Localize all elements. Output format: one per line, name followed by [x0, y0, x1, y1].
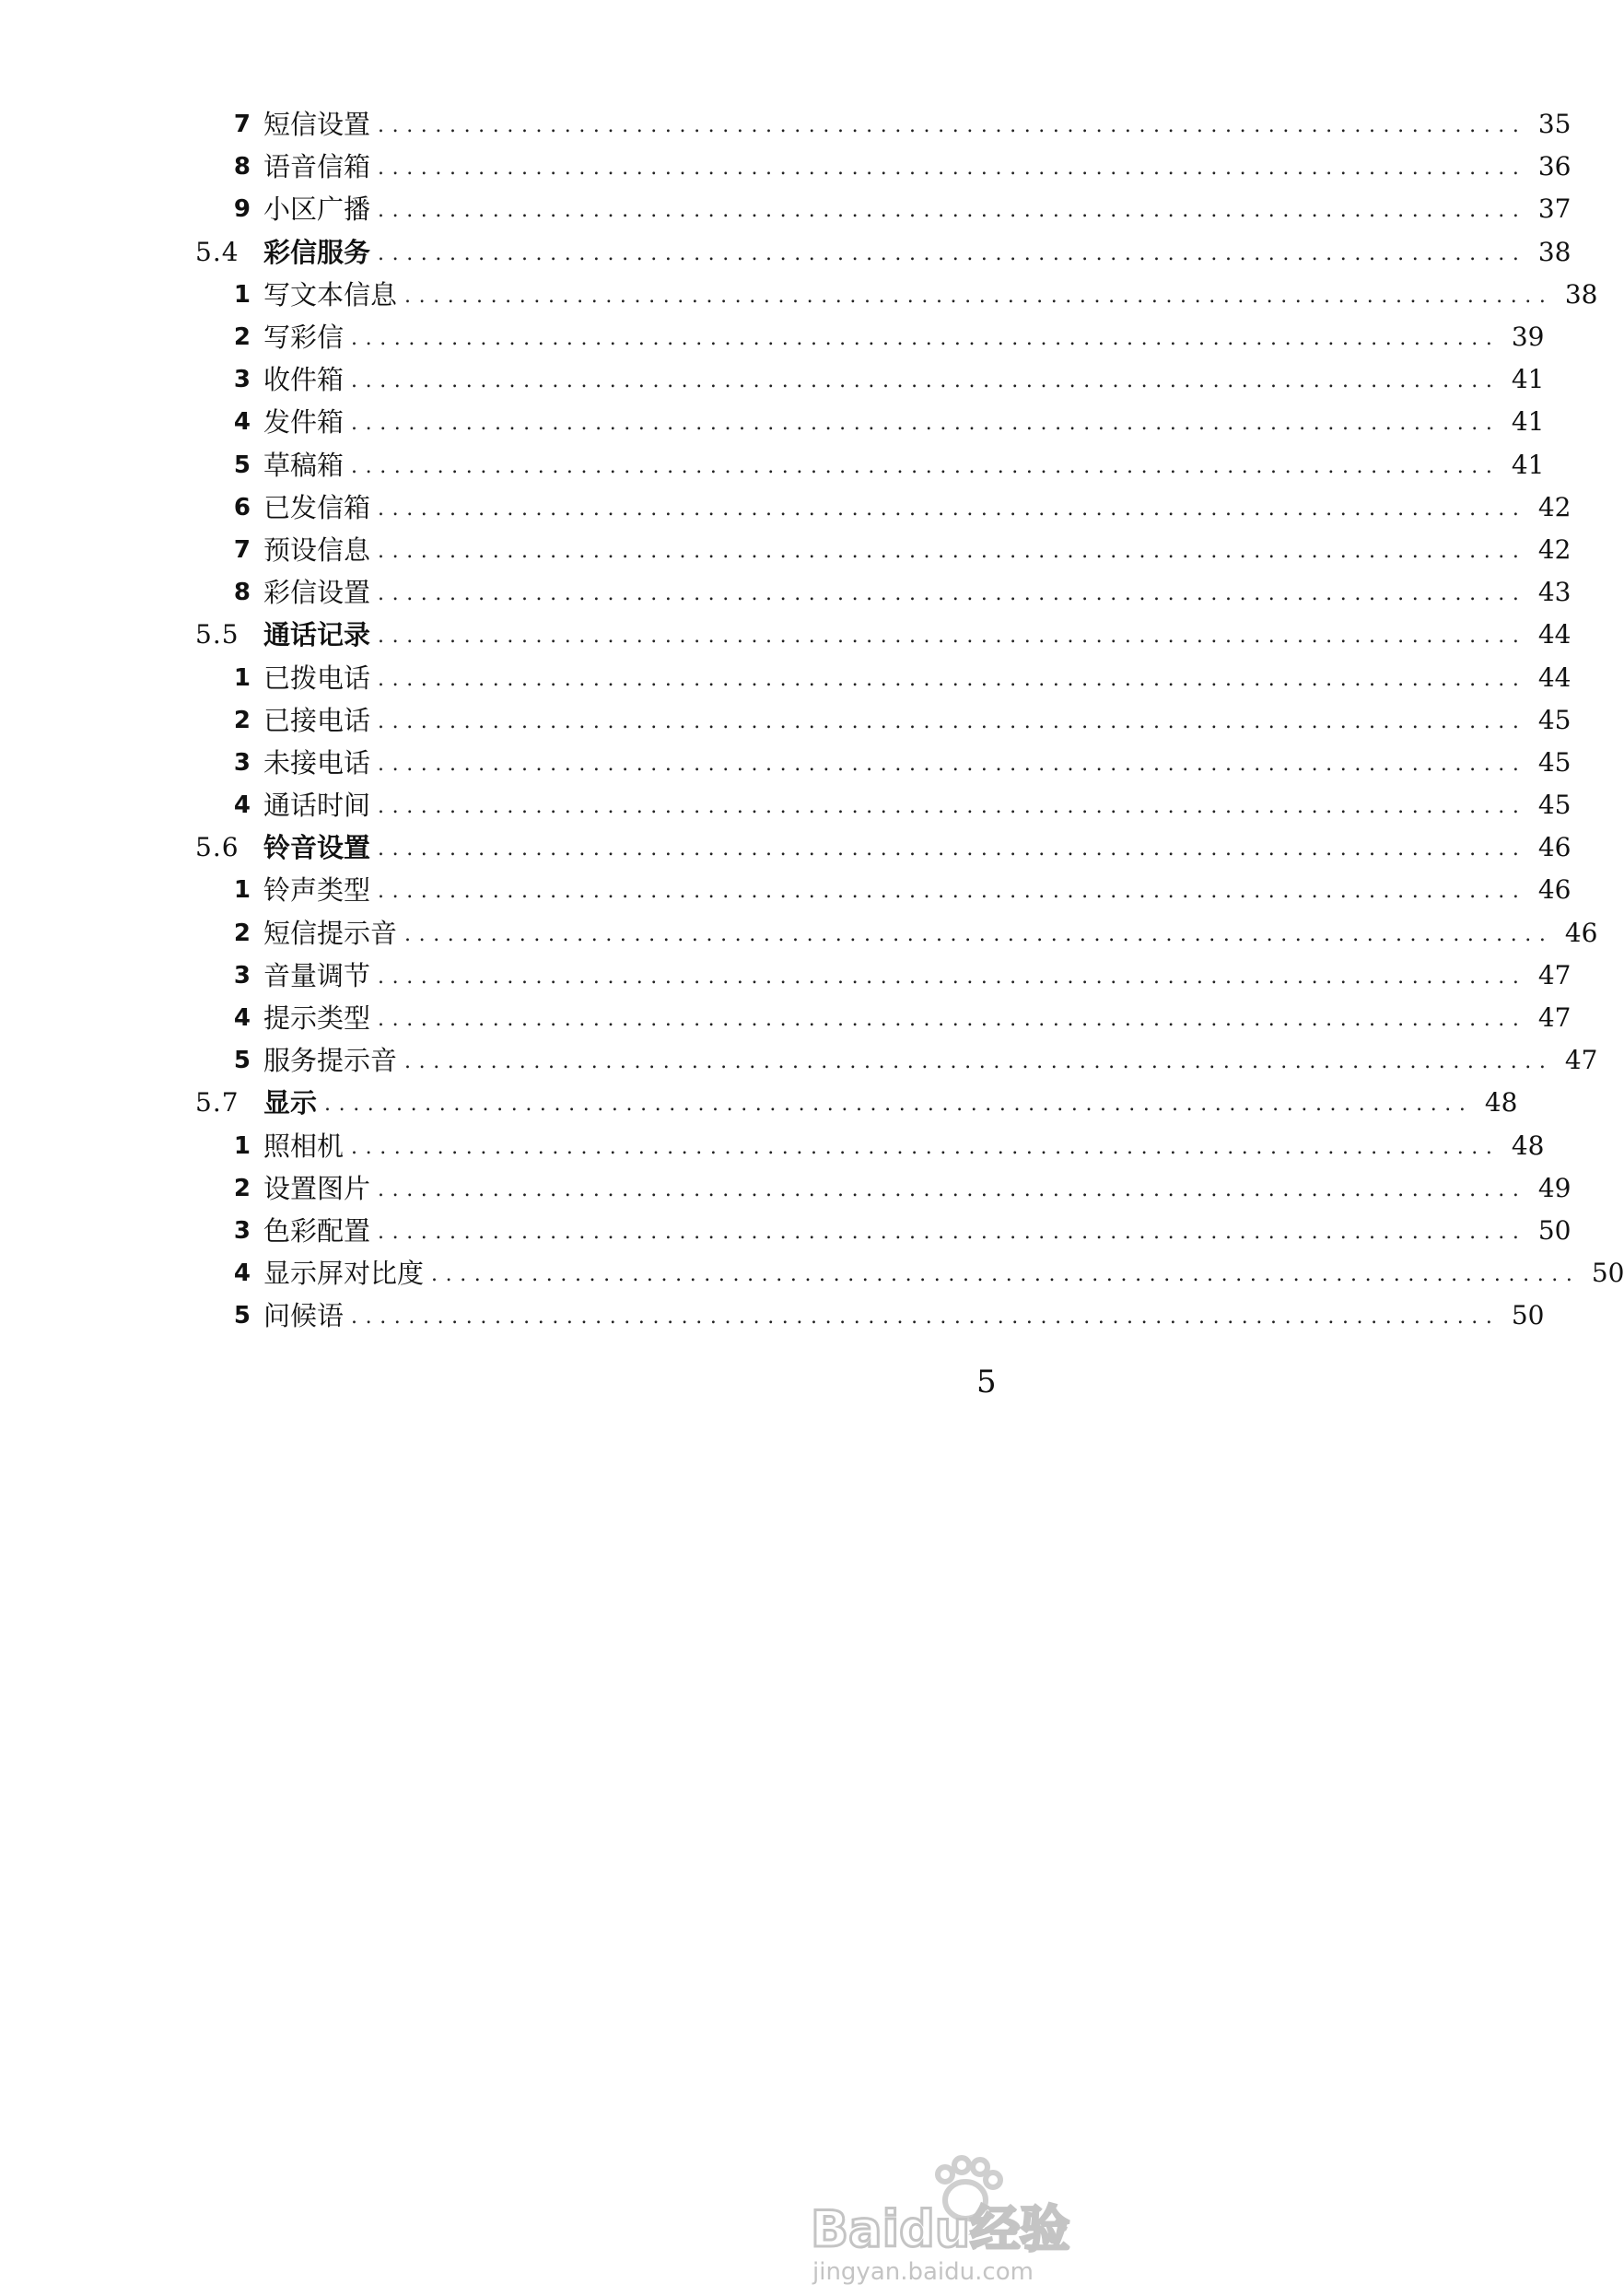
toc-entry-title: 音量调节 [263, 959, 371, 991]
toc-entry-row [214, 188, 1571, 230]
toc-entry-row [214, 869, 1571, 911]
toc-entry-number: 5.5 [195, 619, 240, 650]
toc-dot-leader: ................................................................................ [351, 454, 1501, 478]
toc-entry-title: 写文本信息 [263, 278, 398, 310]
toc-entry-row [214, 146, 1571, 188]
toc-entry-number: 6 [233, 493, 251, 521]
toc-entry-page: 46 [1537, 874, 1571, 906]
toc-entry-number: 5 [233, 1302, 251, 1330]
toc-entry-page: 41 [1511, 364, 1545, 395]
toc-entry-number: 2 [233, 323, 251, 352]
toc-entry-number: 3 [233, 366, 251, 394]
toc-entry-title: 已接电话 [263, 704, 371, 736]
toc-entry-title: 铃音设置 [263, 832, 371, 864]
toc-dot-leader: ................................................................................ [378, 795, 1527, 819]
toc-entry-row [214, 1210, 1571, 1252]
toc-dot-leader: ................................................................................ [378, 199, 1527, 223]
toc-entry-title: 未接电话 [263, 746, 371, 779]
toc-entry-title: 已发信箱 [263, 491, 371, 523]
watermark-url: jingyan.baidu.com [812, 2258, 1034, 2286]
toc-entry-page: 50 [1591, 1258, 1624, 1289]
toc-entry-row [214, 103, 1571, 146]
toc-entry-title: 收件箱 [263, 364, 345, 396]
toc-dot-leader: ................................................................................ [378, 1177, 1527, 1201]
toc-entry-row [214, 1125, 1545, 1167]
toc-entry-title: 草稿箱 [263, 449, 345, 481]
toc-entry-title: 服务提示音 [263, 1045, 398, 1077]
toc-entry-number: 4 [233, 408, 251, 437]
toc-dot-leader: ................................................................................ [378, 539, 1527, 563]
toc-entry-title: 显示屏对比度 [263, 1258, 425, 1290]
toc-entry-page: 42 [1537, 491, 1571, 522]
toc-entry-number: 2 [233, 1174, 251, 1202]
toc-entry-row [214, 997, 1571, 1039]
toc-dot-leader: ................................................................................ [378, 157, 1527, 181]
toc-dot-leader: ................................................................................ [404, 1050, 1554, 1074]
toc-entry-row [214, 699, 1571, 742]
toc-entry-row [214, 316, 1545, 358]
toc-entry-title: 短信设置 [263, 109, 371, 141]
toc-dot-leader: ................................................................................ [378, 667, 1527, 691]
toc-entry-title: 写彩信 [263, 322, 345, 354]
toc-entry-number: 5 [233, 451, 251, 479]
toc-entry-page: 42 [1537, 533, 1571, 565]
toc-entry-page: 48 [1511, 1130, 1545, 1161]
toc-entry-page: 41 [1511, 406, 1545, 438]
toc-dot-leader: ................................................................................ [378, 752, 1527, 776]
toc-entry-row [214, 358, 1545, 401]
toc-entry-page: 47 [1537, 1002, 1571, 1034]
toc-entry-page: 47 [1537, 959, 1571, 990]
toc-dot-leader: ................................................................................ [378, 497, 1527, 521]
toc-entry-page: 50 [1537, 1214, 1571, 1246]
toc-entry-row [214, 274, 1598, 316]
toc-section-row [195, 1082, 1518, 1124]
toc-dot-leader: ................................................................................ [351, 327, 1501, 351]
toc-dot-leader: ................................................................................ [404, 284, 1554, 308]
toc-entry-number: 9 [233, 195, 251, 224]
toc-entry-page: 36 [1537, 151, 1571, 182]
toc-dot-leader: ................................................................................ [324, 1093, 1474, 1117]
toc-entry-title: 发件箱 [263, 406, 345, 439]
toc-entry-title: 彩信服务 [263, 236, 371, 268]
toc-dot-leader: ................................................................................ [351, 1135, 1501, 1159]
toc-entry-row [214, 529, 1571, 571]
toc-entry-number: 7 [233, 535, 251, 564]
toc-entry-row [214, 444, 1545, 486]
watermark-brand: Baidu经验 [811, 2200, 1070, 2258]
toc-entry-number: 1 [233, 1131, 251, 1160]
toc-entry-number: 3 [233, 961, 251, 990]
toc-entry-title: 预设信息 [263, 533, 371, 566]
table-of-contents [195, 103, 1624, 1337]
toc-entry-row [214, 955, 1571, 997]
toc-entry-page: 44 [1537, 662, 1571, 693]
toc-dot-leader: ................................................................................ [378, 582, 1527, 606]
toc-dot-leader: ................................................................................ [431, 1263, 1581, 1287]
toc-entry-number: 5.4 [195, 236, 240, 267]
toc-entry-number: 5.7 [195, 1087, 240, 1119]
toc-entry-row [214, 742, 1571, 784]
toc-entry-page: 46 [1564, 917, 1598, 948]
toc-entry-page: 45 [1537, 704, 1571, 735]
toc-section-row [195, 826, 1571, 869]
toc-entry-row [214, 571, 1571, 614]
toc-dot-leader: ................................................................................ [378, 838, 1527, 861]
toc-entry-number: 3 [233, 1216, 251, 1245]
toc-entry-title: 语音信箱 [263, 151, 371, 183]
toc-entry-row [214, 1167, 1571, 1210]
toc-entry-row [214, 401, 1545, 443]
toc-entry-number: 1 [233, 876, 251, 905]
toc-entry-number: 2 [233, 706, 251, 734]
watermark-logo-icon [811, 2147, 1115, 2285]
toc-entry-page: 43 [1537, 577, 1571, 608]
toc-entry-number: 5.6 [195, 832, 240, 863]
toc-dot-leader: ................................................................................ [378, 241, 1527, 265]
toc-dot-leader: ................................................................................ [378, 114, 1527, 138]
toc-entry-number: 5 [233, 1047, 251, 1075]
toc-entry-number: 8 [233, 579, 251, 607]
toc-dot-leader: ................................................................................ [351, 369, 1501, 393]
toc-entry-number: 8 [233, 153, 251, 182]
toc-entry-number: 4 [233, 1259, 251, 1288]
toc-entry-row [214, 912, 1598, 955]
toc-entry-row [214, 656, 1571, 698]
toc-entry-title: 色彩配置 [263, 1214, 371, 1247]
toc-entry-page: 48 [1484, 1087, 1518, 1119]
toc-entry-page: 49 [1537, 1172, 1571, 1203]
toc-entry-page: 47 [1564, 1045, 1598, 1076]
toc-entry-page: 45 [1537, 790, 1571, 821]
toc-entry-page: 46 [1537, 832, 1571, 863]
toc-section-row [195, 231, 1571, 274]
toc-entry-page: 45 [1537, 746, 1571, 778]
toc-dot-leader: ................................................................................ [378, 709, 1527, 733]
toc-entry-number: 1 [233, 280, 251, 309]
toc-dot-leader: ................................................................................ [378, 1220, 1527, 1244]
toc-entry-number: 1 [233, 663, 251, 692]
toc-entry-title: 小区广播 [263, 193, 371, 226]
toc-entry-page: 35 [1537, 109, 1571, 140]
toc-entry-title: 问候语 [263, 1300, 345, 1332]
toc-entry-row [214, 486, 1571, 529]
toc-entry-row [214, 784, 1571, 826]
toc-dot-leader: ................................................................................ [351, 1306, 1501, 1330]
page-number: 5 [976, 1364, 997, 1400]
toc-dot-leader: ................................................................................ [378, 1008, 1527, 1032]
toc-entry-title: 短信提示音 [263, 917, 398, 949]
toc-entry-page: 44 [1537, 619, 1571, 650]
toc-dot-leader: ................................................................................ [378, 625, 1527, 649]
toc-entry-number: 4 [233, 1004, 251, 1033]
baidu-jingyan-watermark [811, 2147, 1115, 2285]
toc-entry-page: 50 [1511, 1300, 1545, 1331]
toc-entry-page: 38 [1564, 278, 1598, 310]
toc-section-row [195, 614, 1571, 656]
toc-dot-leader: ................................................................................ [378, 965, 1527, 989]
toc-dot-leader: ................................................................................ [404, 922, 1554, 946]
toc-entry-number: 2 [233, 919, 251, 947]
toc-entry-page: 39 [1511, 322, 1545, 353]
toc-entry-page: 41 [1511, 449, 1545, 480]
toc-entry-title: 照相机 [263, 1130, 345, 1162]
toc-entry-row [214, 1252, 1624, 1294]
toc-entry-title: 铃声类型 [263, 874, 371, 907]
toc-entry-title: 通话时间 [263, 790, 371, 822]
toc-entry-row [214, 1294, 1545, 1337]
toc-entry-number: 3 [233, 748, 251, 777]
toc-entry-title: 提示类型 [263, 1002, 371, 1035]
toc-entry-title: 通话记录 [263, 619, 371, 651]
toc-entry-title: 显示 [263, 1087, 318, 1119]
toc-entry-number: 7 [233, 111, 251, 139]
toc-entry-title: 设置图片 [263, 1172, 371, 1204]
toc-entry-row [214, 1039, 1598, 1082]
toc-entry-page: 37 [1537, 193, 1571, 225]
toc-dot-leader: ................................................................................ [378, 880, 1527, 904]
toc-dot-leader: ................................................................................ [351, 412, 1501, 436]
toc-entry-page: 38 [1537, 236, 1571, 267]
toc-entry-title: 彩信设置 [263, 577, 371, 609]
toc-entry-number: 4 [233, 791, 251, 820]
toc-entry-title: 已拨电话 [263, 662, 371, 694]
